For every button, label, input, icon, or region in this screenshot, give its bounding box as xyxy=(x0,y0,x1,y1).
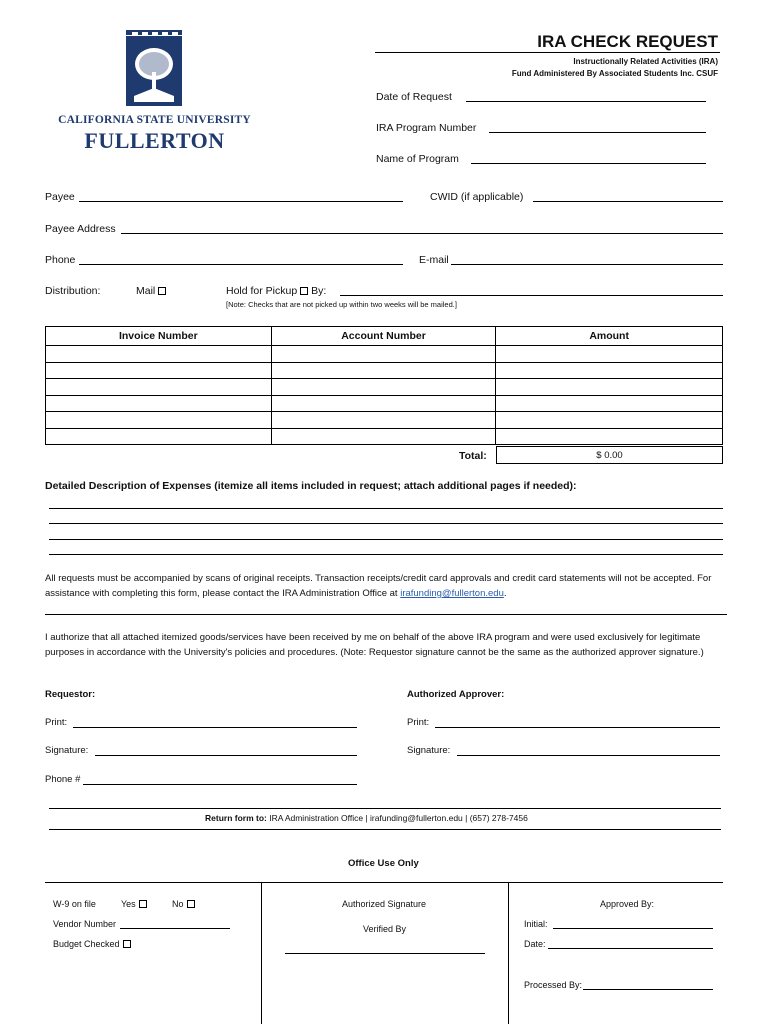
table-row[interactable] xyxy=(46,395,723,412)
program-name-label: Name of Program xyxy=(376,153,459,165)
description-line[interactable] xyxy=(49,539,723,540)
vendor-number-field[interactable] xyxy=(120,928,230,929)
receipts-notice: All requests must be accompanied by scans of original receipts. Transaction receipts/credit card approvals and credit card statements will not be accepted. For assistance with completing this form, please contact the IRA Administration Office at irafunding@fullerton.edu. xyxy=(45,573,712,599)
budget-checked-label: Budget Checked xyxy=(53,939,120,949)
yes-checkbox[interactable] xyxy=(139,900,147,908)
amount-cell[interactable] xyxy=(496,346,723,363)
account-cell[interactable] xyxy=(271,379,496,396)
invoice-cell[interactable] xyxy=(46,379,272,396)
form-title: IRA CHECK REQUEST xyxy=(537,32,718,51)
ira-email-link[interactable]: irafunding@fullerton.edu xyxy=(400,588,504,599)
campus-name: FULLERTON xyxy=(84,128,225,153)
date-of-request-field[interactable] xyxy=(466,101,706,102)
pickup-label: Hold for Pickup xyxy=(226,285,298,297)
account-number-header: Account Number xyxy=(271,327,496,346)
description-line[interactable] xyxy=(49,554,723,555)
form-subtitle-2: Fund Administered By Associated Students Inc. CSUF xyxy=(511,69,718,78)
by-label: By: xyxy=(311,285,327,297)
approver-heading: Authorized Approver: xyxy=(407,689,505,700)
ira-program-number-field[interactable] xyxy=(489,132,706,133)
requestor-heading: Requestor: xyxy=(45,689,96,700)
form-subtitle: Instructionally Related Activities (IRA) xyxy=(573,57,718,66)
table-header-row xyxy=(46,327,723,346)
office-divider xyxy=(508,883,509,1024)
total-value[interactable]: $ 0.00 xyxy=(496,446,723,464)
w9-yes-option[interactable] xyxy=(121,899,147,909)
vendor-number-label: Vendor Number xyxy=(53,919,117,929)
description-line[interactable] xyxy=(49,523,723,524)
amount-cell[interactable] xyxy=(496,412,723,429)
pickup-note: [Note: Checks that are not picked up within two weeks will be mailed.] xyxy=(226,300,457,309)
approver-print-label: Print: xyxy=(407,717,430,728)
return-rule-bottom xyxy=(49,829,721,830)
cwid-field[interactable] xyxy=(533,201,723,202)
university-logo xyxy=(52,30,257,160)
title-rule xyxy=(375,52,720,53)
processed-by-field[interactable] xyxy=(583,989,713,990)
authorized-signature-label: Authorized Signature xyxy=(342,899,427,909)
return-label: Return form to: xyxy=(205,813,267,823)
amount-cell[interactable] xyxy=(496,362,723,379)
requestor-print-label: Print: xyxy=(45,717,68,728)
payee-field[interactable] xyxy=(79,201,403,202)
phone-label: Phone xyxy=(45,254,76,266)
date-label: Date: xyxy=(524,939,546,949)
program-name-field[interactable] xyxy=(471,163,706,164)
distribution-label: Distribution: xyxy=(45,285,101,297)
invoice-cell[interactable] xyxy=(46,428,272,445)
requestor-phone-label: Phone # xyxy=(45,774,81,785)
invoice-number-header: Invoice Number xyxy=(46,327,272,346)
account-cell[interactable] xyxy=(271,412,496,429)
verified-by-label: Verified By xyxy=(363,924,407,934)
requestor-signature-field[interactable] xyxy=(95,755,357,756)
receipts-text: All requests must be accompanied by scans of original receipts. Transaction receipts/credit card approvals and credit card statements will not be accepted. For assistance with completing this form, please contact the IRA Administration Office at xyxy=(45,573,712,599)
requestor-print-field[interactable] xyxy=(73,727,357,728)
yes-label: Yes xyxy=(121,899,136,909)
account-cell[interactable] xyxy=(271,346,496,363)
amount-header: Amount xyxy=(496,327,723,346)
ira-program-number-label: IRA Program Number xyxy=(376,122,477,134)
account-cell[interactable] xyxy=(271,395,496,412)
email-field[interactable] xyxy=(451,264,723,265)
approver-signature-field[interactable] xyxy=(457,755,720,756)
table-row[interactable] xyxy=(46,346,723,363)
payee-address-field[interactable] xyxy=(121,233,723,234)
phone-field[interactable] xyxy=(79,264,403,265)
amount-cell[interactable] xyxy=(496,395,723,412)
tree-seal-icon xyxy=(124,30,184,110)
invoice-cell[interactable] xyxy=(46,346,272,363)
section-divider xyxy=(45,614,727,615)
pickup-by-field[interactable] xyxy=(340,295,723,296)
return-rule-top xyxy=(49,808,721,809)
date-field[interactable] xyxy=(548,948,713,949)
initial-label: Initial: xyxy=(524,919,548,929)
invoice-cell[interactable] xyxy=(46,362,272,379)
amount-cell[interactable] xyxy=(496,428,723,445)
authorization-statement: I authorize that all attached itemized goods/services have been received by me on behalf of the above IRA program and were used exclusively for legitimate purposes in accordance with the University's policies and procedures. (Note: Requestor signature cannot be the same as the authorized approver signature.) xyxy=(45,632,704,658)
return-info xyxy=(205,813,528,823)
cwid-label: CWID (if applicable) xyxy=(430,191,524,203)
amount-cell[interactable] xyxy=(496,379,723,396)
approver-print-field[interactable] xyxy=(435,727,720,728)
return-text: IRA Administration Office | irafunding@fullerton.edu | (657) 278-7456 xyxy=(269,813,528,823)
approved-by-label: Approved By: xyxy=(600,899,655,909)
no-checkbox[interactable] xyxy=(187,900,195,908)
table-row[interactable] xyxy=(46,362,723,379)
approver-signature-label: Signature: xyxy=(407,745,451,756)
budget-checked-checkbox[interactable] xyxy=(123,940,131,948)
description-heading: Detailed Description of Expenses (itemize all items included in request; attach additional pages if needed): xyxy=(45,480,577,492)
table-row[interactable] xyxy=(46,412,723,429)
pickup-option[interactable] xyxy=(226,285,326,297)
account-cell[interactable] xyxy=(271,362,496,379)
payee-address-label: Payee Address xyxy=(45,223,116,235)
table-row[interactable] xyxy=(46,428,723,445)
email-label: E-mail xyxy=(419,254,449,266)
invoice-table xyxy=(45,326,723,445)
requestor-phone-field[interactable] xyxy=(83,784,357,785)
pickup-checkbox[interactable] xyxy=(300,287,308,295)
verified-by-field[interactable] xyxy=(285,953,485,954)
budget-checked-option[interactable] xyxy=(53,939,131,949)
table-row[interactable] xyxy=(46,379,723,396)
description-line[interactable] xyxy=(49,508,723,509)
no-label: No xyxy=(172,899,184,909)
w9-no-option[interactable] xyxy=(172,899,195,909)
invoice-cell[interactable] xyxy=(46,412,272,429)
requestor-signature-label: Signature: xyxy=(45,745,89,756)
invoice-cell[interactable] xyxy=(46,395,272,412)
account-cell[interactable] xyxy=(271,428,496,445)
mail-label: Mail xyxy=(136,285,156,297)
university-name: CALIFORNIA STATE UNIVERSITY xyxy=(58,114,251,126)
office-use-heading: Office Use Only xyxy=(348,858,419,869)
w9-label: W-9 on file xyxy=(53,899,96,909)
office-divider xyxy=(261,883,262,1024)
mail-checkbox[interactable] xyxy=(158,287,166,295)
payee-label: Payee xyxy=(45,191,75,203)
office-use-box xyxy=(45,882,723,1024)
total-label: Total: xyxy=(459,450,487,462)
date-of-request-label: Date of Request xyxy=(376,91,452,103)
mail-option[interactable] xyxy=(136,285,166,297)
initial-field[interactable] xyxy=(553,928,713,929)
processed-by-label: Processed By: xyxy=(524,980,583,990)
